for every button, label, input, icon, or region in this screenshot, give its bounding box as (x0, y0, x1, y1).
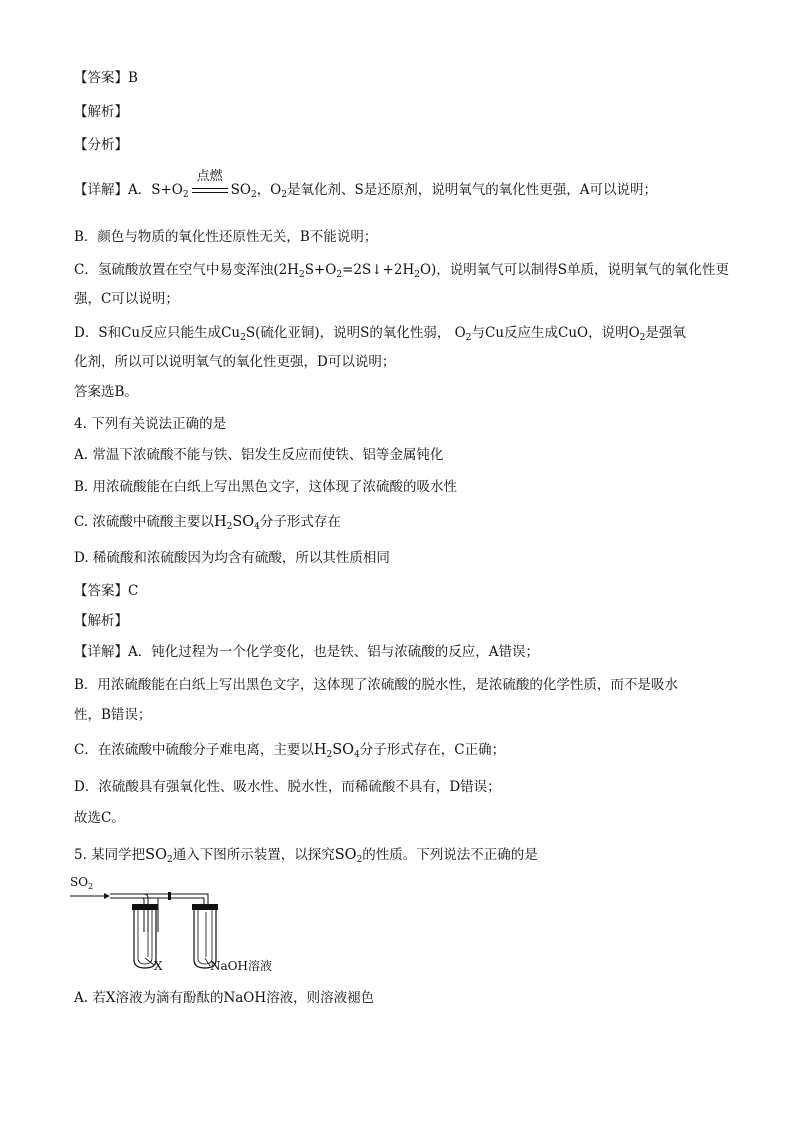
q4-option-d: D. 稀硫酸和浓硫酸因为均含有硫酸，所以其性质相同 (74, 550, 390, 566)
stem-pre: 5. 某同学把 (74, 847, 146, 863)
q4-detail-c (74, 738, 505, 758)
stopper-1 (132, 904, 158, 910)
subscript: 4 (254, 522, 260, 532)
q4-option-b: B. 用浓硫酸能在白纸上写出黑色文字，这体现了浓硫酸的吸水性 (74, 479, 458, 495)
reaction-condition (192, 169, 228, 198)
q3-detail-a (74, 169, 657, 200)
q4-detail-b2: 性，B错误； (74, 707, 152, 723)
condition-text: 点燃 (196, 169, 223, 184)
subscript: 2 (167, 855, 173, 865)
c1-end: O)，说明氧气可以制得S单质，说明氧气的氧化性更 (419, 262, 730, 278)
fig-so2-label: $SO_2$ (70, 875, 94, 891)
detail-a-prefix: 【详解】A．S+O (74, 182, 183, 198)
formula-so: SO (232, 514, 255, 530)
opt-c-pre: C. 浓硫酸中硫酸主要以 (74, 514, 214, 530)
detail-c-end: 分子形式存在，C正确； (359, 742, 506, 758)
apparatus-figure (68, 872, 308, 982)
reaction-arrow (192, 188, 228, 193)
test-tube-1 (134, 910, 156, 968)
q3-detail-b: B．颜色与物质的氧化性还原性无关，B不能说明； (74, 229, 378, 245)
subscript: 2 (356, 855, 363, 865)
subscript: 2 (281, 190, 287, 200)
q5-option-a: A. 若X溶液为滴有酚酞的NaOH溶液，则溶液褪色 (74, 990, 375, 1006)
c1-pre: C．氢硫酸放置在空气中易变浑浊(2H (74, 262, 299, 278)
q3-answer-line (74, 66, 138, 86)
formula-so: SO (145, 847, 167, 863)
fig-naoh-label: NaOH溶液 (210, 959, 272, 973)
subscript: 2 (639, 333, 646, 343)
formula-so: SO (332, 742, 355, 758)
q3-detail-d2: 化剂，所以可以说明氧气的氧化性更强，D可以说明； (74, 354, 396, 370)
q3-choose: 答案选B。 (74, 384, 138, 400)
c1-mid2: =2S↓+2H (342, 262, 415, 278)
q4-choose: 故选C。 (74, 810, 125, 826)
answer-value: B (128, 70, 138, 86)
q3-detail-d1 (74, 321, 686, 341)
d1-mid2: 与Cu反应生成CuO，说明O (471, 325, 640, 341)
answer-label: 【答案】 (74, 583, 128, 599)
q4-option-c (74, 510, 341, 530)
stem-end: 的性质。下列说法不正确的是 (362, 847, 538, 863)
stem-mid: 通入下图所示装置，以探究 (172, 847, 335, 863)
q4-answer-line (74, 579, 138, 599)
answer-value: C (128, 583, 139, 599)
q3-detail-c1 (74, 258, 729, 278)
test-tube-2-inner (198, 910, 212, 964)
q4-detail-d: D．浓硫酸具有强氧化性、吸水性、脱水性，而稀硫酸不具有，D错误； (74, 779, 501, 795)
subscript: 2 (465, 333, 472, 343)
detail-c-pre: C．在浓硫酸中硫酸分子难电离，主要以 (74, 742, 314, 758)
inlet-tube-inner (110, 898, 144, 932)
subscript: 2 (182, 190, 189, 200)
q4-option-a: A. 常温下浓硫酸不能与铁、铝发生反应而使铁、铝等金属钝化 (74, 447, 444, 463)
fig-x-label: X (154, 959, 163, 973)
q3-fenxi-label: 【分析】 (74, 137, 128, 153)
subscript: 2 (298, 270, 305, 280)
q3-jiexi-label: 【解析】 (74, 104, 128, 120)
subscript: 4 (354, 750, 360, 760)
subscript: 2 (226, 522, 233, 532)
tube-joint (168, 892, 171, 900)
d1-end: 是强氧 (645, 325, 686, 341)
arrow-head (104, 893, 110, 899)
subscript: 2 (250, 190, 257, 200)
opt-c-end: 分子形式存在 (259, 514, 341, 530)
so-text: SO (230, 182, 251, 198)
subscript: 2 (336, 270, 343, 280)
q5-stem (74, 843, 538, 863)
test-tube-1-inner (138, 910, 152, 964)
q4-detail-a: 【详解】A．钝化过程为一个化学变化，也是铁、铝与浓硫酸的反应，A错误； (74, 644, 539, 660)
q3-detail-c2: 强，C可以说明； (74, 291, 179, 307)
c1-mid1: S+O (304, 262, 337, 278)
subscript: 2 (414, 270, 420, 280)
q4-detail-b1: B．用浓硫酸能在白纸上写出黑色文字，这体现了浓硫酸的脱水性，是浓硫酸的化学性质，而不是吸水 (74, 677, 678, 693)
q4-stem: 4. 下列有关说法正确的是 (74, 416, 227, 432)
q4-jiexi-label: 【解析】 (74, 613, 128, 629)
d1-mid: S(硫化亚铜)，说明S的氧化性弱， O (245, 325, 466, 341)
inlet-tube (110, 894, 148, 932)
detail-a-end: 是氧化剂、S是还原剂，说明氧气的氧化性更强，A可以说明； (287, 182, 657, 198)
formula-h: H (313, 742, 327, 758)
subscript: 2 (326, 750, 333, 760)
answer-label: 【答案】 (74, 70, 128, 86)
formula-so: SO (334, 847, 357, 863)
o-text: ，O (256, 182, 282, 198)
d1-pre: D．S和Cu反应只能生成Cu (74, 325, 241, 341)
subscript: 2 (240, 333, 246, 343)
stopper-2 (192, 904, 218, 910)
formula-h: H (213, 514, 227, 530)
